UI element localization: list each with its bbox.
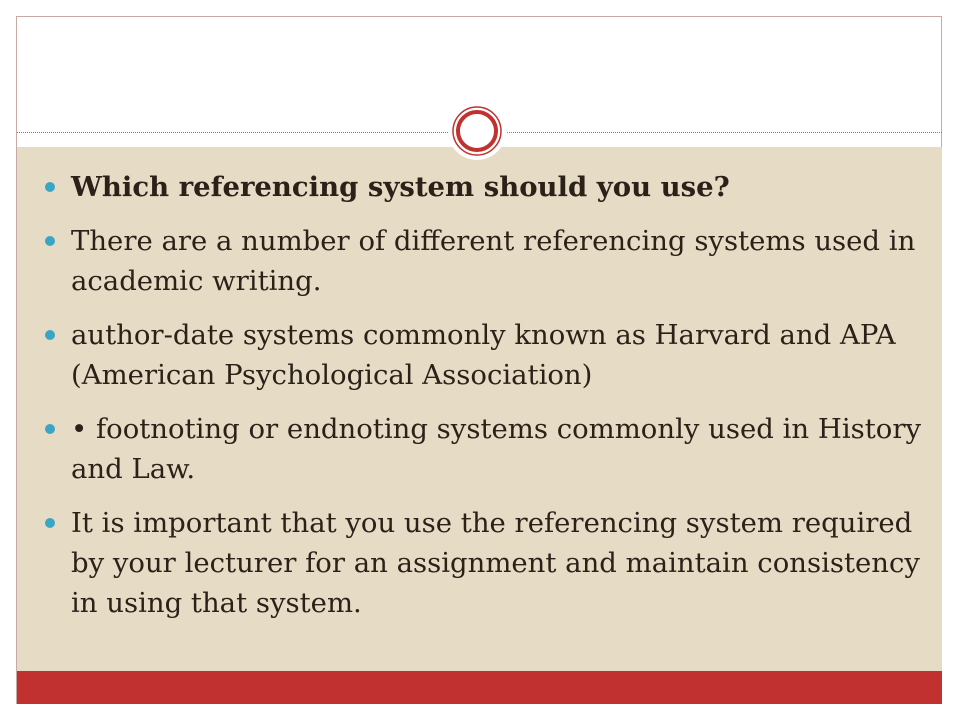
circle-ornament-icon [449,103,505,159]
bullet-text: author-date systems commonly known as Harvard and APA (American Psychological Association) [71,319,896,391]
bullet-item-systems [44,221,924,301]
bullet-item-consistency [44,503,924,623]
bullet-dot-icon [45,330,55,340]
bullet-item-question [44,167,924,207]
bullet-text: There are a number of different referencing systems used in academic writing. [71,225,916,297]
bullet-dot-icon [45,236,55,246]
bullet-text: Which referencing system should you use? [71,171,730,203]
bullet-text: It is important that you use the referencing system required by your lecturer for an assignment and maintain consistency in using that system. [71,507,920,619]
bullet-item-footnoting [44,409,924,489]
bullet-list [44,167,924,637]
bullet-item-author-date [44,315,924,395]
bullet-dot-icon [45,424,55,434]
bullet-dot-icon [45,518,55,528]
footer-accent-bar [17,671,942,704]
bullet-text: • footnoting or endnoting systems commonly used in History and Law. [71,413,922,485]
bullet-dot-icon [45,182,55,192]
